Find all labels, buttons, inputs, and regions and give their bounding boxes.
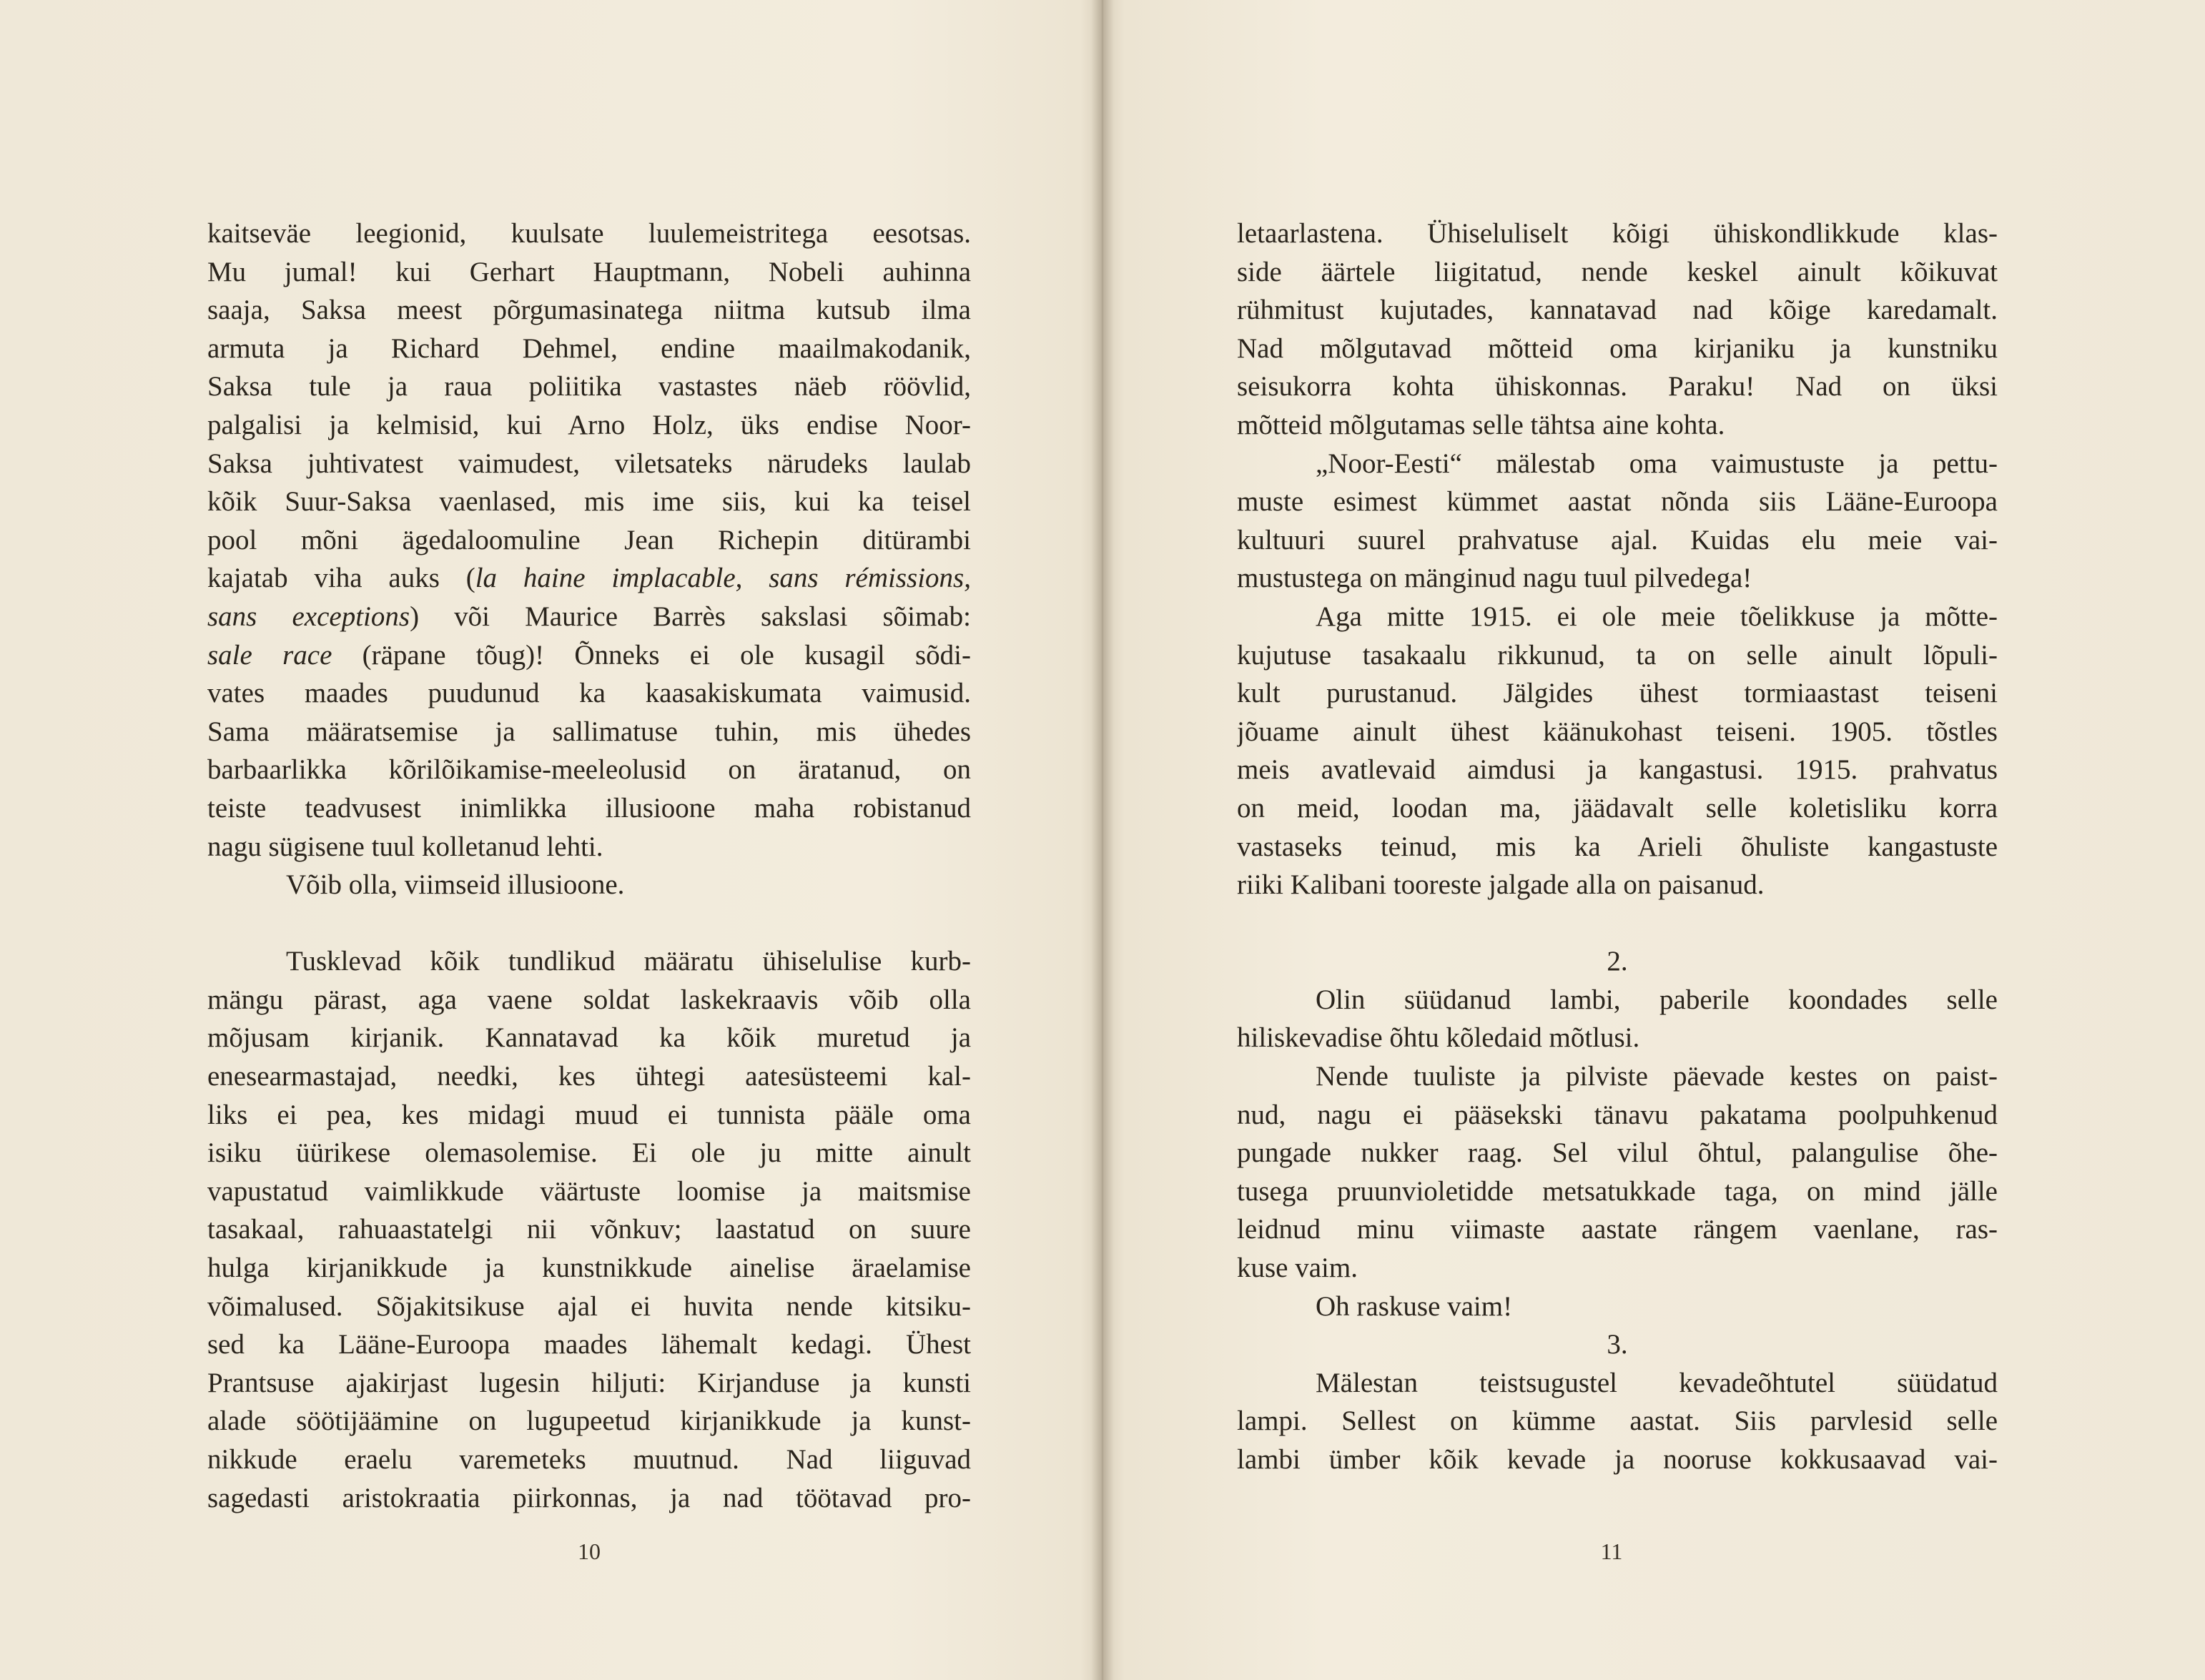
text-line: mustustega on mänginud nagu tuul pilvedega! <box>1237 563 1752 594</box>
text-line: alade söötijäämine on lugupeetud kirjanikkude ja kunst- <box>207 1405 971 1437</box>
text-line: seisukorra kohta ühiskonnas. Paraku! Nad on üksi <box>1237 371 1998 402</box>
text-line: nud, nagu ei pääsekski tänavu pakatama poolpuhkenud <box>1237 1099 1998 1130</box>
text-line: Saksa tule ja raua poliitika vastastes näeb röövlid, <box>207 371 971 402</box>
text-line: palgalisi ja kelmisid, kui Arno Holz, üks endise Noor- <box>207 409 971 440</box>
text-line: Tusklevad kõik tundlikud määratu ühiselulise kurb- <box>286 946 971 977</box>
text-line: võimalused. Sõjakitsikuse ajal ei huvita nende kitsiku- <box>207 1290 971 1322</box>
text-line: kult purustanud. Jälgides ühest tormiaastast teiseni <box>1237 678 1998 709</box>
text-line: letaarlastena. Ühiseluliselt kõigi ühiskondlikkude klas- <box>1237 218 1998 249</box>
page-number: 10 <box>578 1538 601 1564</box>
text-line: Sama määratsemise ja sallimatuse tuhin, mis ühedes <box>207 716 971 747</box>
text-line: Saksa juhtivatest vaimudest, viletsateks närudeks laulab <box>207 448 971 479</box>
text-line: vapustatud vaimlikkude väärtuste loomise ja maitsmise <box>207 1175 971 1207</box>
text-line: armuta ja Richard Dehmel, endine maailmakodanik, <box>207 332 971 364</box>
text-line: jõuame ainult ühest käänukohast teiseni. 1905. tõstles <box>1237 716 1998 747</box>
text-line: Mu jumal! kui Gerhart Hauptmann, Nobeli auhinna <box>207 256 971 287</box>
text-line: Oh raskuse vaim! <box>1316 1290 1513 1322</box>
left-page-text <box>207 214 971 1517</box>
text-run: kajatab viha auks ( <box>207 563 475 594</box>
text-line: on meid, loodan ma, jäädavalt selle koletisliku korra <box>1237 792 1998 824</box>
text-line-mixed <box>207 559 971 598</box>
section-number: 2. <box>1607 946 1628 977</box>
text-line-mixed <box>207 598 971 636</box>
right-page-text <box>1237 214 1998 1479</box>
text-line: nikkude eraelu varemeteks muutnud. Nad liiguvad <box>207 1444 971 1475</box>
text-line: pool mõni ägedaloomuline Jean Richepin ditürambi <box>207 524 971 555</box>
text-line: leidnud minu viimaste aastate rängem vaenlane, ras- <box>1237 1214 1998 1245</box>
text-line: liks ei pea, kes midagi muud ei tunnista pääle oma <box>207 1099 971 1130</box>
page-number: 11 <box>1600 1538 1623 1564</box>
text-line: Mälestan teistsugustel kevadeõhtutel süüdatud <box>1316 1367 1998 1398</box>
text-line: sed ka Lääne-Euroopa maades lähemalt kedagi. Ühest <box>207 1329 971 1360</box>
section-number: 3. <box>1607 1329 1628 1360</box>
text-line: hiliskevadise õhtu kõledaid mõtlusi. <box>1237 1022 1640 1054</box>
text-line: Nad mõlgutavad mõtteid oma kirjaniku ja kunstniku <box>1237 332 1998 364</box>
text-line: lampi. Sellest on kümme aastat. Siis parvlesid selle <box>1237 1405 1998 1437</box>
text-line: Olin süüdanud lambi, paberile koondades selle <box>1316 984 1998 1015</box>
text-line: saaja, Saksa meest põrgumasinatega niitma kutsub ilma <box>207 295 971 326</box>
text-line: vastaseks teinud, mis ka Arieli õhuliste kangastuste <box>1237 831 1998 862</box>
text-line-mixed <box>207 636 971 675</box>
text-line: „Noor-Eesti“ mälestab oma vaimustuste ja pettu- <box>1316 448 1998 479</box>
text-run: ) või Maurice Barrès sakslasi sõimab: <box>410 601 971 632</box>
text-line: mängu pärast, aga vaene soldat laskekraavis võib olla <box>207 984 971 1015</box>
text-line: barbaarlikka kõrilõikamise-meeleolusid on äratanud, on <box>207 754 971 786</box>
text-line: vates maades puudunud ka kaasakiskumata vaimusid. <box>207 678 971 709</box>
text-line: Aga mitte 1915. ei ole meie tõelikkuse ja mõtte- <box>1316 601 1998 632</box>
text-line: kujutuse tasakaalu rikkunud, ta on selle ainult lõpuli- <box>1237 639 1998 671</box>
paragraph-gap <box>1237 904 1998 943</box>
text-line: kuse vaim. <box>1237 1252 1358 1284</box>
text-line: kõik Suur-Saksa vaenlased, mis ime siis, kui ka teisel <box>207 486 971 518</box>
text-line: isiku üürikese olemasolemise. Ei ole ju mitte ainult <box>207 1137 971 1169</box>
text-line: lambi ümber kõik kevade ja nooruse kokkusaavad vai- <box>1237 1444 1998 1475</box>
text-line: enesearmastajad, needki, kes ühtegi aatesüsteemi kal- <box>207 1061 971 1092</box>
italic-run: sans exceptions <box>207 601 410 632</box>
paragraph-gap <box>207 904 971 943</box>
right-page <box>1102 0 2205 1680</box>
text-line: nagu sügisene tuul kolletanud lehti. <box>207 831 603 862</box>
italic-run: la haine implacable, sans rémissions, <box>475 563 971 594</box>
italic-run: sale race <box>207 639 332 671</box>
text-line: muste esimest kümmet aastat nõnda siis Lääne-Euroopa <box>1237 486 1998 518</box>
text-line: kultuuri suurel prahvatuse ajal. Kuidas elu meie vai- <box>1237 524 1998 555</box>
text-line: Võib olla, viimseid illusioone. <box>286 869 625 901</box>
text-line: Prantsuse ajakirjast lugesin hiljuti: Kirjanduse ja kunsti <box>207 1367 971 1398</box>
text-line: pungade nukker raag. Sel vilul õhtul, palangulise õhe- <box>1237 1137 1998 1169</box>
text-line: sagedasti aristokraatia piirkonnas, ja nad töötavad pro- <box>207 1482 971 1513</box>
text-run: (räpane tõug)! Õnneks ei ole kusagil sõdi- <box>332 639 971 671</box>
text-line: Nende tuuliste ja pilviste päevade kestes on paist- <box>1316 1061 1998 1092</box>
text-line: rühmitust kujutades, kannatavad nad kõige karedamalt. <box>1237 295 1998 326</box>
text-line: teiste teadvusest inimlikka illusioone maha robistanud <box>207 792 971 824</box>
text-line: tasakaal, rahuaastatelgi nii võnkuv; laastatud on suure <box>207 1214 971 1245</box>
text-line: hulga kirjanikkude ja kunstnikkude ainelise äraelamise <box>207 1252 971 1284</box>
text-line: mõjusam kirjanik. Kannatavad ka kõik muretud ja <box>207 1022 971 1054</box>
text-line: mõtteid mõlgutamas selle tähtsa aine kohta. <box>1237 409 1725 440</box>
text-line: meis avatlevaid aimdusi ja kangastusi. 1915. prahvatus <box>1237 754 1998 786</box>
left-page <box>0 0 1102 1680</box>
text-line: side äärtele liigitatud, nende keskel ainult kõikuvat <box>1237 256 1998 287</box>
text-line: tusega pruunvioletidde metsatukkade taga, on mind jälle <box>1237 1175 1998 1207</box>
text-line: kaitseväe leegionid, kuulsate luulemeistritega eesotsas. <box>207 218 971 249</box>
text-line: riiki Kalibani tooreste jalgade alla on paisanud. <box>1237 869 1765 901</box>
